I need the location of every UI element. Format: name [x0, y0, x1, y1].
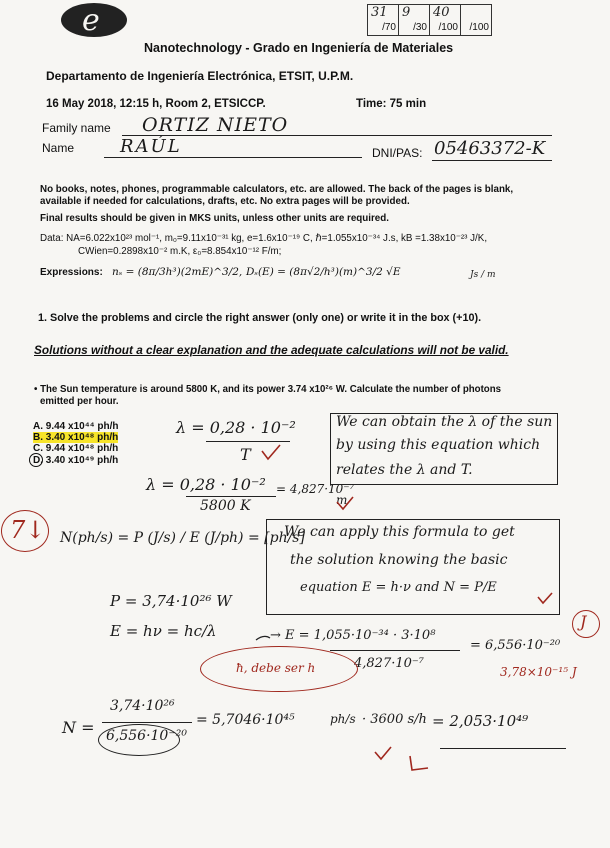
box1-line-2: by using this equation which [336, 437, 541, 453]
hw-n-result: = 2,053·10⁴⁹ [432, 712, 529, 730]
score-max-4: /100 [469, 22, 489, 33]
hw-n-mid: = 5,7046·10⁴⁵ [196, 712, 295, 728]
option-b[interactable]: B. 3.40 x10⁴⁸ ph/h [33, 432, 119, 443]
hw-n-factor: · 3600 s/h [362, 712, 427, 727]
hw-energy-calc: → E = 1,055·10⁻³⁴ · 3·10⁸ [270, 628, 436, 643]
box2-line-3: equation E = h·ν and N = P/E [300, 580, 497, 595]
course-title: Nanotechnology - Grado en Ingeniería de Materiales [144, 41, 454, 55]
expression-ns: nₛ = (8π/3h³)(2mE)^3/2, [112, 266, 243, 278]
option-a[interactable]: A. 9.44 x10⁴⁴ ph/h [33, 421, 119, 432]
hw-red-note: ħ, debe ser h [236, 661, 316, 675]
hw-lambda-2-unit: m [336, 493, 348, 507]
check-icon [262, 445, 280, 459]
hw-power: P = 3,74·10²⁶ W [110, 592, 232, 610]
score-max-3: /100 [438, 22, 458, 33]
hw-lambda-2: λ = 0,28 · 10⁻² [146, 475, 266, 494]
data-line-1: Data: NA=6.022x10²³ mol⁻¹, m₀=9.11x10⁻³¹ kg, e=1.6x10⁻¹⁹ C, ℏ=1.055x10⁻³⁴ J.s, kB =1.38x10⁻²³ J/K, [40, 233, 488, 244]
hw-red-mark: J [580, 612, 587, 631]
check-icon [337, 497, 353, 509]
hw-energy-result: = 6,556·10⁻²⁰ [470, 638, 561, 653]
hw-n-den: 6,556·10⁻²⁰ [106, 728, 187, 744]
box2-line-2: the solution knowing the basic [290, 552, 508, 568]
hw-n-label: N = [62, 718, 95, 737]
l-mark-icon [410, 756, 428, 770]
dni-value: 05463372-K [434, 138, 546, 159]
arrow-icon [256, 636, 270, 640]
problem-heading: 1. Solve the problems and circle the right answer (only one) or write it in the box (+10). [38, 312, 482, 324]
name-label: Name [42, 141, 75, 155]
check-icon [538, 593, 552, 603]
check-icon [375, 747, 391, 759]
instruction-line-2: available if needed for calculations, drafts, etc. No extra pages will be provided. [40, 196, 410, 207]
score-written-1: 31 [371, 5, 388, 20]
grade-mark: 7↓ [10, 516, 46, 544]
problem-warning: Solutions without a clear explanation and the adequate calculations will not be valid. [34, 343, 509, 357]
hw-lambda-2-result: = 4,827·10⁻⁷ [276, 482, 355, 496]
instruction-line-1: No books, notes, phones, programmable calculators, etc. are allowed. The back of the pages is blank, [40, 184, 514, 195]
family-name-value: ORTIZ NIETO [142, 114, 289, 136]
question-line-1: • The Sun temperature is around 5800 K, and its power 3.74 x10²⁶ W. Calculate the number of photons [34, 384, 502, 395]
hw-n-unit: ph/s [330, 712, 356, 726]
date-line: 16 May 2018, 12:15 h, Room 2, ETSICCP. [46, 98, 266, 110]
hw-energy-corrected: 3,78×10⁻¹⁵ J [500, 665, 577, 679]
hw-lambda-1-den: T [240, 445, 251, 464]
hw-lambda-2-den: 5800 K [200, 498, 251, 514]
time-line: Time: 75 min [356, 98, 427, 110]
score-written-3: 40 [433, 5, 450, 20]
hw-energy-den: 4,827·10⁻⁷ [354, 656, 424, 671]
hw-flux-formula: N(ph/s) = P (J/s) / E (J/ph) = [ph/s] [60, 530, 305, 546]
logo-letter: e [82, 3, 100, 38]
option-d[interactable]: D. 3.40 x10⁴⁹ ph/h [33, 455, 119, 466]
score-max-1: /70 [382, 22, 396, 33]
hw-energy: E = hν = hc/λ [110, 622, 217, 640]
name-value: RAÚL [120, 136, 182, 157]
dni-label: DNI/PAS: [372, 146, 423, 160]
family-name-label: Family name [42, 121, 111, 135]
box1-line-3: relates the λ and T. [336, 462, 473, 478]
expressions-label: Expressions: [40, 267, 103, 278]
score-written-2: 9 [402, 5, 411, 20]
expression-ds: Dₛ(E) = (8π√2/h³)(m)^3/2 √E [246, 266, 401, 278]
score-max-2: /30 [413, 22, 427, 33]
box2-line-1: We can apply this formula to get [284, 524, 515, 540]
option-c[interactable]: C. 9.44 x10⁴⁸ ph/h [33, 443, 119, 454]
question-line-2: emitted per hour. [40, 396, 119, 407]
data-line-2: CWien=0.2898x10⁻² m.K, ε₀=8.854x10⁻¹² F/m; [78, 246, 282, 257]
hw-n-num: 3,74·10²⁶ [110, 698, 175, 714]
margin-note: Js / m [470, 270, 496, 280]
instruction-line-3: Final results should be given in MKS units, unless other units are required. [40, 213, 389, 224]
box1-line-1: We can obtain the λ of the sun [336, 414, 553, 430]
hw-lambda-1: λ = 0,28 · 10⁻² [176, 418, 296, 437]
department-line: Departamento de Ingeniería Electrónica, ETSIT, U.P.M. [46, 69, 354, 83]
